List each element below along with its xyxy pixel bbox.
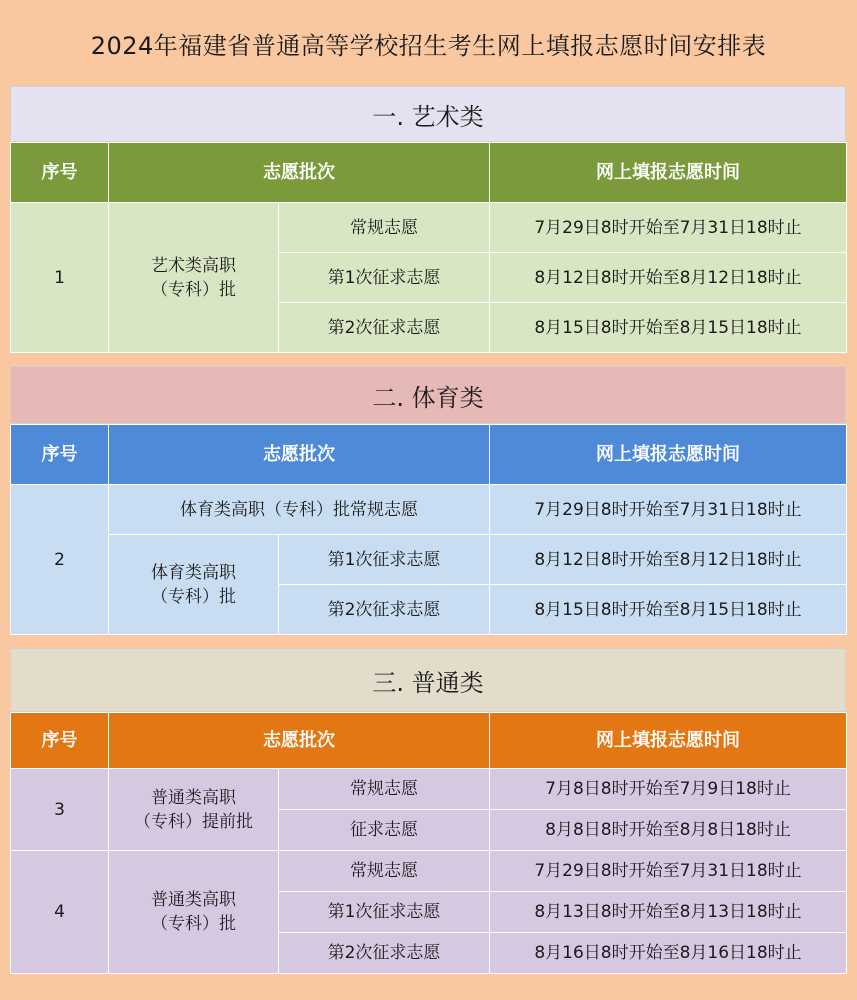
seq-cell: 2: [11, 485, 109, 635]
time-cell: 8月12日8时开始至8月12日18时止: [490, 535, 847, 585]
header-batch: 志愿批次: [109, 713, 490, 769]
section-banner-sports: 二. 体育类: [10, 366, 846, 424]
table-header-row: [11, 713, 847, 769]
batch-line: 普通类高职: [151, 890, 236, 910]
sports-schedule-table: [10, 424, 847, 635]
section-banner-general: 三. 普通类: [10, 648, 846, 712]
time-cell: 8月12日8时开始至8月12日18时止: [490, 253, 847, 303]
header-batch: 志愿批次: [109, 143, 490, 203]
table-row: [11, 851, 847, 892]
batch-line: 体育类高职: [151, 562, 236, 583]
batch-line: 普通类高职: [151, 787, 236, 808]
type-cell: 常规志愿: [279, 203, 490, 253]
batch-line: （专科）提前批: [134, 811, 253, 832]
header-batch: 志愿批次: [109, 425, 490, 485]
time-cell: 7月29日8时开始至7月31日18时止: [490, 485, 847, 535]
batch-cell: [109, 203, 279, 353]
general-schedule-table: [10, 712, 847, 974]
batch-cell: [109, 851, 279, 974]
batch-cell: [109, 769, 279, 851]
time-cell: 8月8日8时开始至8月8日18时止: [490, 810, 847, 851]
table-row: [11, 535, 847, 585]
header-time: 网上填报志愿时间: [490, 143, 847, 203]
batch-line: （专科）批: [151, 914, 236, 934]
type-cell: 第1次征求志愿: [279, 535, 490, 585]
time-cell: 8月15日8时开始至8月15日18时止: [490, 585, 847, 635]
batch-cell: [109, 535, 279, 635]
table-row: [11, 203, 847, 253]
type-cell: 第2次征求志愿: [279, 933, 490, 974]
time-cell: 7月8日8时开始至7月9日18时止: [490, 769, 847, 810]
type-cell: 第2次征求志愿: [279, 303, 490, 353]
table-header-row: [11, 143, 847, 203]
art-schedule-table: [10, 142, 847, 353]
time-cell: 8月16日8时开始至8月16日18时止: [490, 933, 847, 974]
time-cell: 7月29日8时开始至7月31日18时止: [490, 203, 847, 253]
type-cell: 常规志愿: [279, 769, 490, 810]
header-time: 网上填报志愿时间: [490, 713, 847, 769]
page-title: 2024年福建省普通高等学校招生考生网上填报志愿时间安排表: [90, 32, 767, 60]
time-cell: 8月13日8时开始至8月13日18时止: [490, 892, 847, 933]
batch-line: （专科）批: [151, 586, 236, 607]
header-seq: 序号: [11, 713, 109, 769]
table-row: [11, 769, 847, 810]
table-header-row: [11, 425, 847, 485]
type-cell: 常规志愿: [279, 851, 490, 892]
time-cell: 8月15日8时开始至8月15日18时止: [490, 303, 847, 353]
header-seq: 序号: [11, 143, 109, 203]
type-cell: 第2次征求志愿: [279, 585, 490, 635]
header-seq: 序号: [11, 425, 109, 485]
seq-cell: 1: [11, 203, 109, 353]
type-cell: 征求志愿: [279, 810, 490, 851]
table-row: [11, 485, 847, 535]
batch-line: 艺术类高职: [151, 255, 236, 276]
type-cell: 体育类高职（专科）批常规志愿: [109, 485, 490, 535]
seq-cell: 3: [11, 769, 109, 851]
time-cell: 7月29日8时开始至7月31日18时止: [490, 851, 847, 892]
seq-cell: 4: [11, 851, 109, 974]
type-cell: 第1次征求志愿: [279, 253, 490, 303]
section-banner-art: 一. 艺术类: [10, 86, 846, 142]
type-cell: 第1次征求志愿: [279, 892, 490, 933]
header-time: 网上填报志愿时间: [490, 425, 847, 485]
batch-line: （专科）批: [151, 279, 236, 300]
